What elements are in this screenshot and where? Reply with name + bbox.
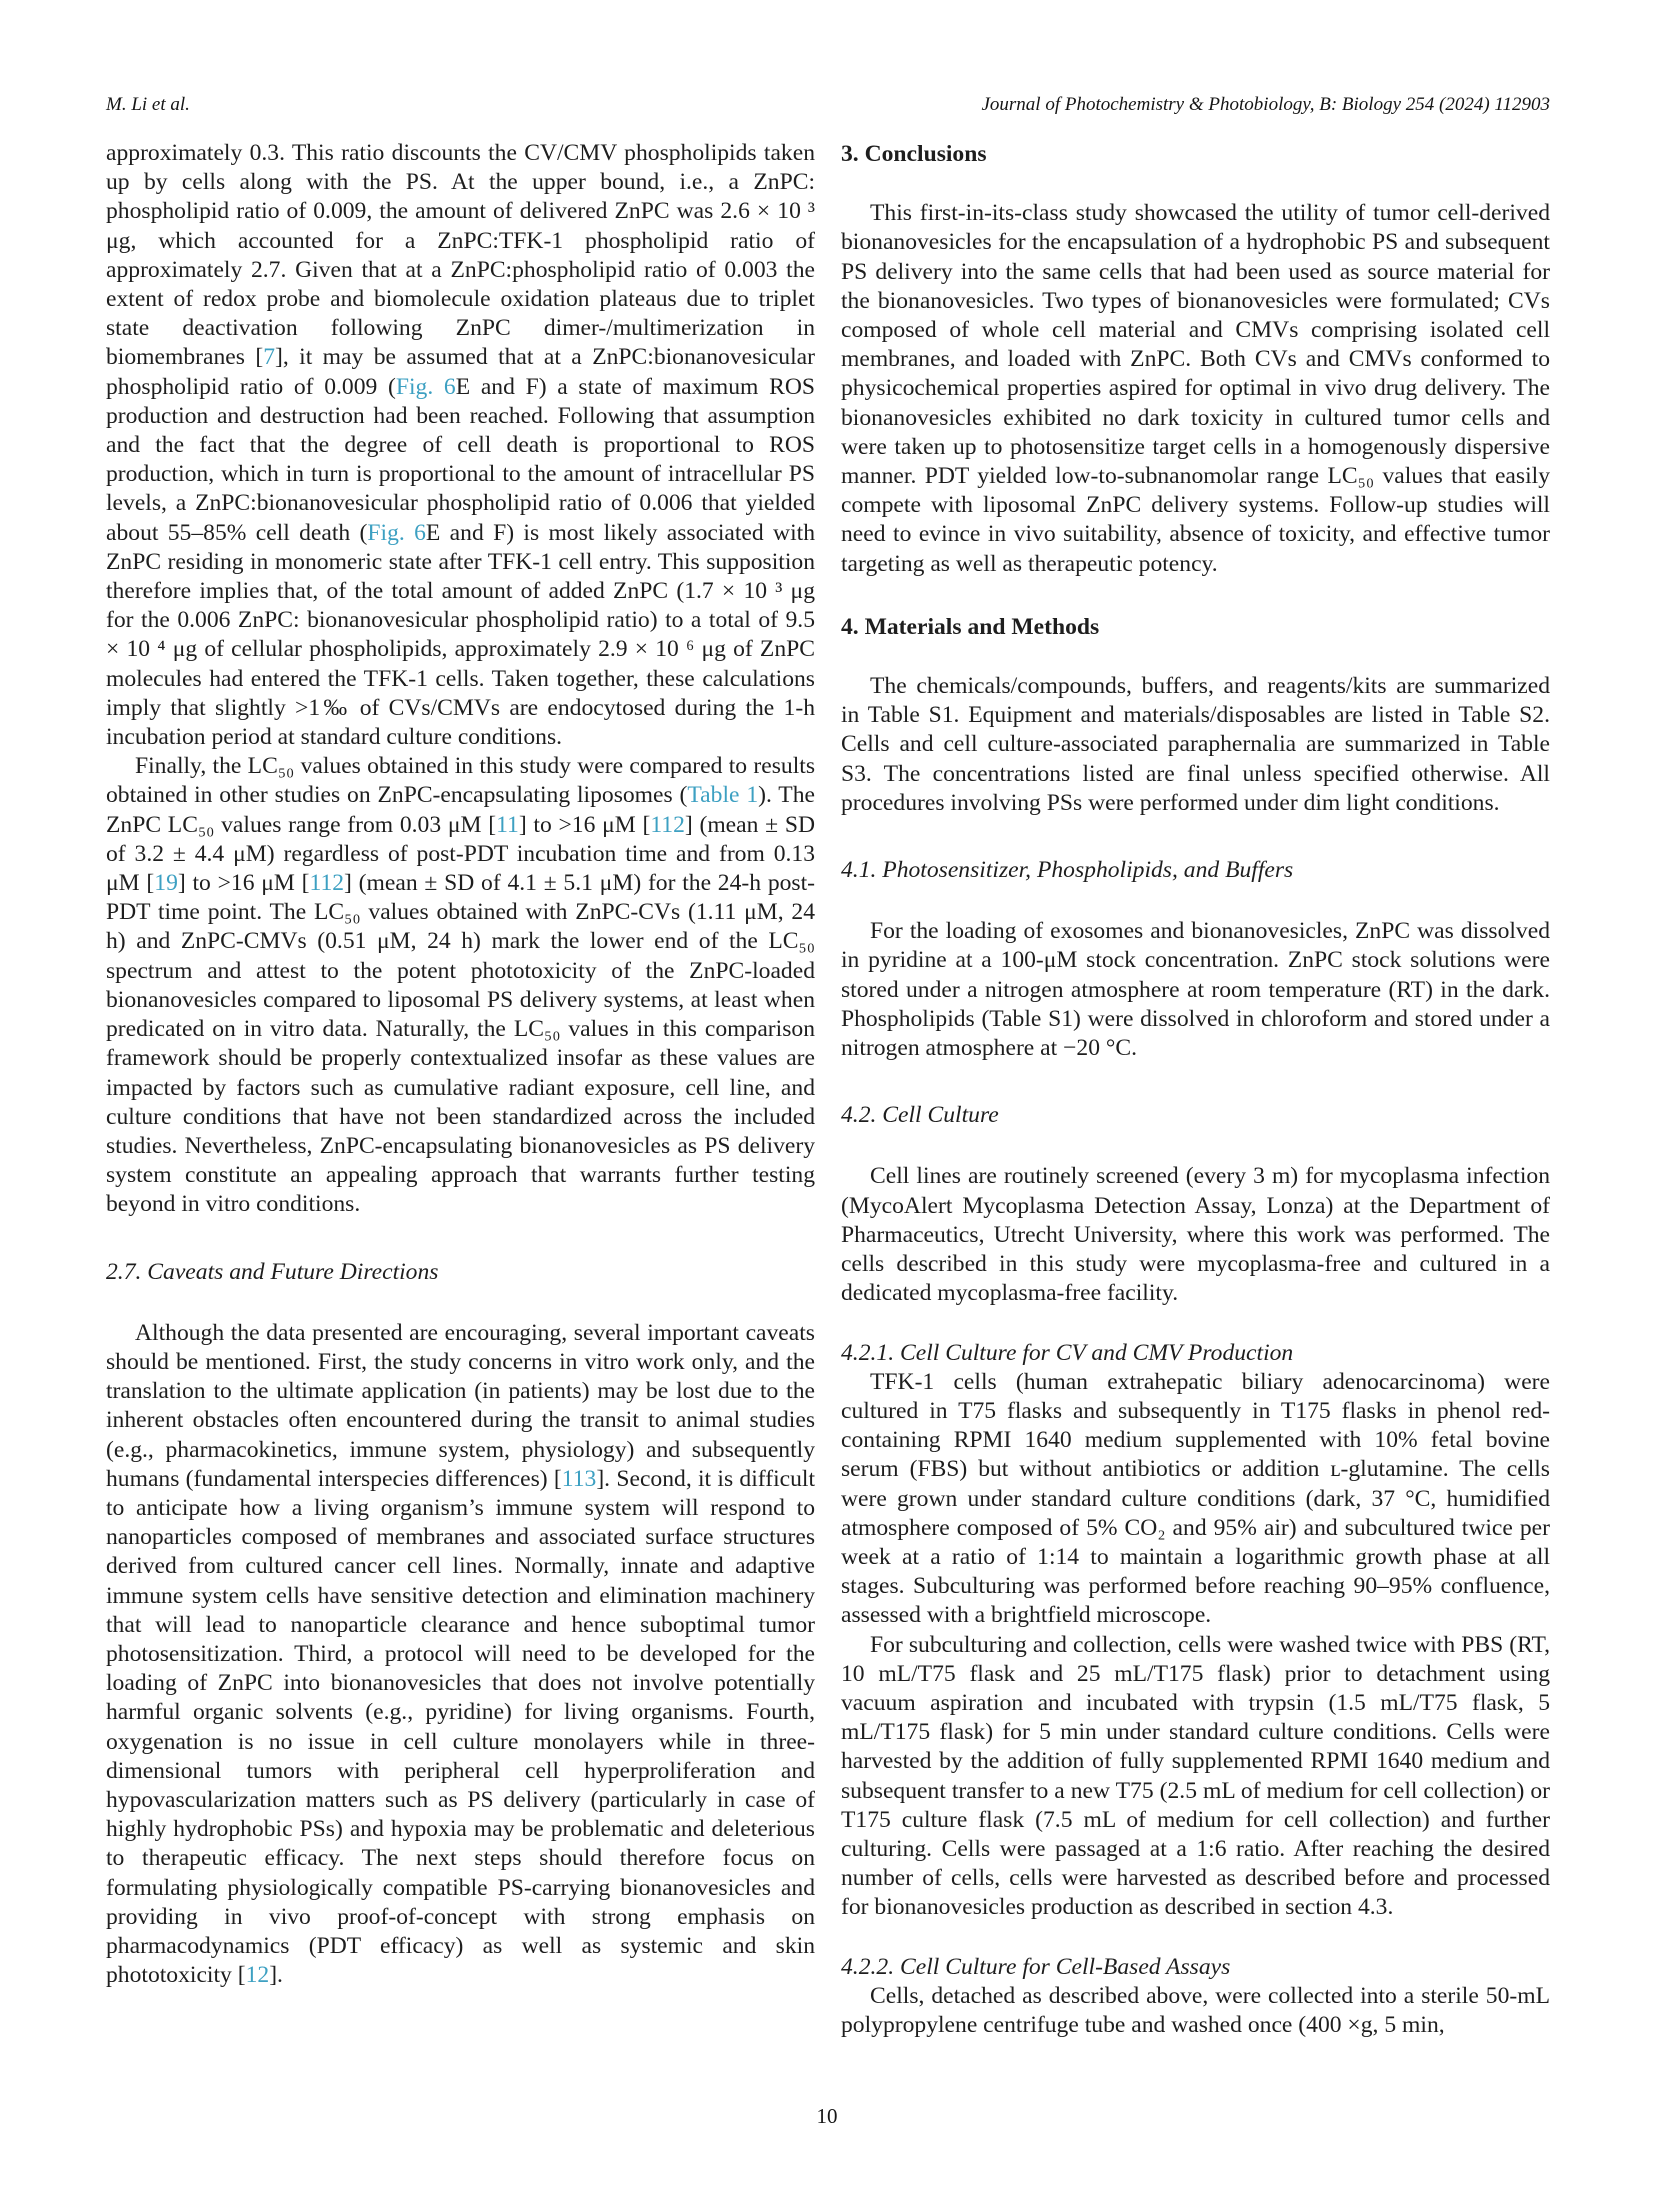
paragraph: For subculturing and collection, cells were washed twice with PBS (RT, 10 mL/T75 flask and 25 mL/T175 flask) prior to detachment using vacuum aspiration and incubated with trypsin (1.5 mL/T75 flask, 5 mL/T175 flask) for 5 min under standard culture conditions. Cells were harvested by the addition of fully supplemented RPMI 1640 medium and subsequent transfer to a new T75 (2.5 mL of medium for cell collection) or T175 culture flask (7.5 mL of medium for cell collection) and further culturing. Cells were passaged at a 1:6 ratio. After reaching the desired number of cells, cells were harvested as described before and processed for bionanovesicles production as described in section 4.3. — [841, 1631, 1550, 1921]
text-segment: ] (mean ± SD of 3.2 ± 4.4 μM) regardless of post-PDT incubation time and from 0.13 μM [ — [106, 811, 815, 897]
citation-link[interactable]: 19 — [154, 870, 178, 897]
paragraph: For the loading of exosomes and bionanovesicles, ZnPC was dissolved in pyridine at a 100-μM stock concentration. ZnPC stock solutions were stored under a nitrogen atmosphere at room temperature (RT) in the dark. Phospholipids (Table S1) were dissolved in chloroform and stored under a nitrogen atmosphere at −20 °C. — [841, 918, 1550, 1062]
section-heading-4-2-2: 4.2.2. Cell Culture for Cell-Based Assays — [841, 1953, 1231, 1980]
citation-link[interactable]: 112 — [309, 870, 345, 897]
paragraph: Cell lines are routinely screened (every 3 m) for mycoplasma infection (MycoAlert Mycoplasma Detection Assay, Lonza) at the Department of Pharmaceutics, Utrecht University, where this work was performed. The cells described in this study were mycoplasma-free and cultured in a dedicated mycoplasma-free facility. — [841, 1163, 1550, 1307]
section-heading-3: 3. Conclusions — [841, 141, 987, 167]
text-segment: Finally, the LC₅₀ values obtained in this study were compared to results obtained in other studies on ZnPC-encapsulating liposomes ( — [106, 753, 815, 809]
running-journal-title: Journal of Photochemistry & Photobiology, B: Biology 254 (2024) 112903 — [981, 94, 1550, 115]
paragraph — [106, 752, 815, 1219]
text-segment: Although the data presented are encouraging, several important caveats should be mentioned. First, the study concerns in vitro work only, and the translation to the ultimate application (in patients) may be lost due to the inherent obstacles often encountered during the transit to animal studies (e.g., pharmacokinetics, immune system, physiology) and subsequently humans (fundamental interspecies differences) [ — [106, 1319, 815, 1492]
text-segment: E and F) a state of maximum ROS production and destruction had been reached. Following that assumption and the fact that the degree of cell death is proportional to ROS production, which in turn is proportional to the amount of intracellular PS levels, a ZnPC:bionanovesicular phospholipid ratio of 0.006 that yielded about 55–85% cell death ( — [106, 373, 815, 546]
citation-link[interactable]: Table 1 — [687, 782, 759, 809]
running-author: M. Li et al. — [106, 94, 190, 115]
text-segment: ]. Second, it is difficult to anticipate how a living organism’s immune system will respond to nanoparticles composed of membranes and associated surface structures derived from cultured cancer cell lines. Normally, innate and adaptive immune system cells have sensitive detection and elimination machinery that will lead to nanoparticle clearance and hence suboptimal tumor photosensitization. Third, a protocol will need to be developed for the loading of ZnPC into bionanovesicles that does not involve potentially harmful organic solvents (e.g., pyridine) for living organisms. Fourth, oxygenation is no issue in cell culture monolayers while in three-dimensional tumors with peripheral cell hyperproliferation and hypovascularization matters such as PS delivery (particularly in case of highly hydrophobic PSs) and hypoxia may be problematic and deleterious to therapeutic efficacy. The next steps should therefore focus on formulating physiologically compatible PS-carrying bionanovesicles and providing in vivo proof-of-concept with strong emphasis on pharmacodynamics (PDT efficacy) as well as systemic and skin phototoxicity [ — [106, 1465, 816, 1989]
citation-link[interactable]: 11 — [496, 811, 519, 838]
text-segment: E and F) is most likely associated with ZnPC residing in monomeric state after TFK-1 cell entry. This supposition therefore implies that, of the total amount of added ZnPC (1.7 × 10 ³ μg for the 0.006 ZnPC: bionanovesicular phospholipid ratio) to a total of 9.5 × 10 ⁴ μg of cellular phospholipids, approximately 2.9 × 10 ⁶ μg of ZnPC molecules had entered the TFK-1 cells. Taken together, these calculations imply that slightly >1‰ of CVs/CMVs are endocytosed during the 1-h incubation period at standard culture conditions. — [106, 519, 815, 751]
text-segment: ] (mean ± SD of 4.1 ± 5.1 μM) for the 24-h post-PDT time point. The LC₅₀ values obtained with ZnPC-CVs (1.11 μM, 24 h) and ZnPC-CMVs (0.51 μM, 24 h) mark the lower end of the LC₅₀ spectrum and attest to the potent phototoxicity of the ZnPC-loaded bionanovesicles compared to liposomal PS delivery systems, at least when predicated on in vitro data. Naturally, the LC₅₀ values in this comparison framework should be properly contextualized insofar as these values are impacted by factors such as cumulative radiant exposure, cell line, and culture conditions that have not been standardized across the included studies. Nevertheless, ZnPC-encapsulating bionanovesicles as PS delivery system constitute an appealing approach that warrants further testing beyond in vitro conditions. — [106, 870, 816, 1218]
paragraph: Cells, detached as described above, were collected into a sterile 50-mL polypropylene centrifuge tube and washed once (400 ×g, 5 min, — [841, 1982, 1550, 2038]
section-heading-4-2: 4.2. Cell Culture — [841, 1102, 999, 1129]
text-segment: ] to >16 μM [ — [518, 811, 651, 838]
section-heading-4-1: 4.1. Photosensitizer, Phospholipids, and Buffers — [841, 857, 1294, 884]
section-heading-4: 4. Materials and Methods — [841, 613, 1100, 640]
left-column — [106, 139, 815, 2040]
citation-link[interactable]: 7 — [263, 344, 275, 371]
paragraph: The chemicals/compounds, buffers, and reagents/kits are summarized in Table S1. Equipment and materials/disposables are listed in Table S2. Cells and cell culture-associated paraphernalia are summarized in Table S3. The concentrations listed are final unless specified otherwise. All procedures involving PSs were performed under dim light conditions. — [841, 673, 1550, 816]
section-heading-4-2-1: 4.2.1. Cell Culture for CV and CMV Production — [841, 1339, 1294, 1366]
text-segment: ). The ZnPC LC₅₀ values range from 0.03 μM [ — [106, 782, 815, 838]
citation-link[interactable]: 12 — [245, 1962, 270, 1989]
page-number: 10 — [816, 2104, 838, 2128]
paragraph-continuation — [106, 139, 815, 752]
paragraph — [106, 1319, 815, 1991]
page-footer — [0, 2104, 1654, 2129]
paragraph: This first-in-its-class study showcased the utility of tumor cell-derived bionanovesicles for the encapsulation of a hydrophobic PS and subsequent PS delivery into the same cells that had been used as source material for the bionanovesicles. Two types of bionanovesicles were formulated; CVs composed of whole cell material and CMVs comprising isolated cell membranes, and loaded with ZnPC. Both CVs and CMVs conformed to physicochemical properties aspired for optimal in vivo drug delivery. The bionanovesicles exhibited no dark toxicity in cultured tumor cells and were taken up to photosensitize target cells in a homogenously dispersive manner. PDT yielded low-to-subnanomolar range LC₅₀ values that easily compete with liposomal ZnPC delivery systems. Follow-up studies will need to evince in vivo suitability, absence of toxicity, and effective tumor targeting as well as therapeutic potency. — [841, 200, 1550, 577]
right-column — [841, 139, 1550, 2040]
paragraph: TFK-1 cells (human extrahepatic biliary adenocarcinoma) were cultured in T75 flasks and subsequently in T175 flasks in phenol red-containing RPMI 1640 medium supplemented with 10% fetal bovine serum (FBS) but without antibiotics or addition ʟ-glutamine. The cells were grown under standard culture conditions (dark, 37 °C, humidified atmosphere composed of 5% CO₂ and 95% air) and subcultured twice per week at a ratio of 1:14 to maintain a logarithmic growth phase at all stages. Subculturing was performed before reaching 90–95% confluence, assessed with a brightfield microscope. — [841, 1368, 1550, 1629]
two-column-body — [106, 139, 1550, 2040]
citation-link[interactable]: Fig. 6 — [395, 373, 456, 400]
text-segment: ], it may be assumed that at a ZnPC:bionanovesicular phospholipid ratio of 0.009 ( — [106, 344, 815, 400]
running-head — [106, 94, 1550, 116]
citation-link[interactable]: Fig. 6 — [367, 519, 426, 546]
text-segment: ]. — [269, 1962, 283, 1989]
text-segment: ] to >16 μM [ — [177, 870, 310, 897]
citation-link[interactable]: 113 — [561, 1465, 597, 1492]
citation-link[interactable]: 112 — [650, 811, 685, 838]
text-segment: approximately 0.3. This ratio discounts the CV/CMV phospholipids taken up by cells along with the PS. At the upper bound, i.e., a ZnPC: phospholipid ratio of 0.009, the amount of delivered ZnPC was 2.6 × 10 ³ μg, which accounted for a ZnPC:TFK-1 phospholipid ratio of approximately 2.7. Given that at a ZnPC:phospholipid ratio of 0.003 the extent of redox probe and biomolecule oxidation plateaus due to triplet state deactivation following ZnPC dimer-/multimerization in biomembranes [ — [106, 140, 815, 371]
section-heading-2-7: 2.7. Caveats and Future Directions — [106, 1258, 439, 1285]
